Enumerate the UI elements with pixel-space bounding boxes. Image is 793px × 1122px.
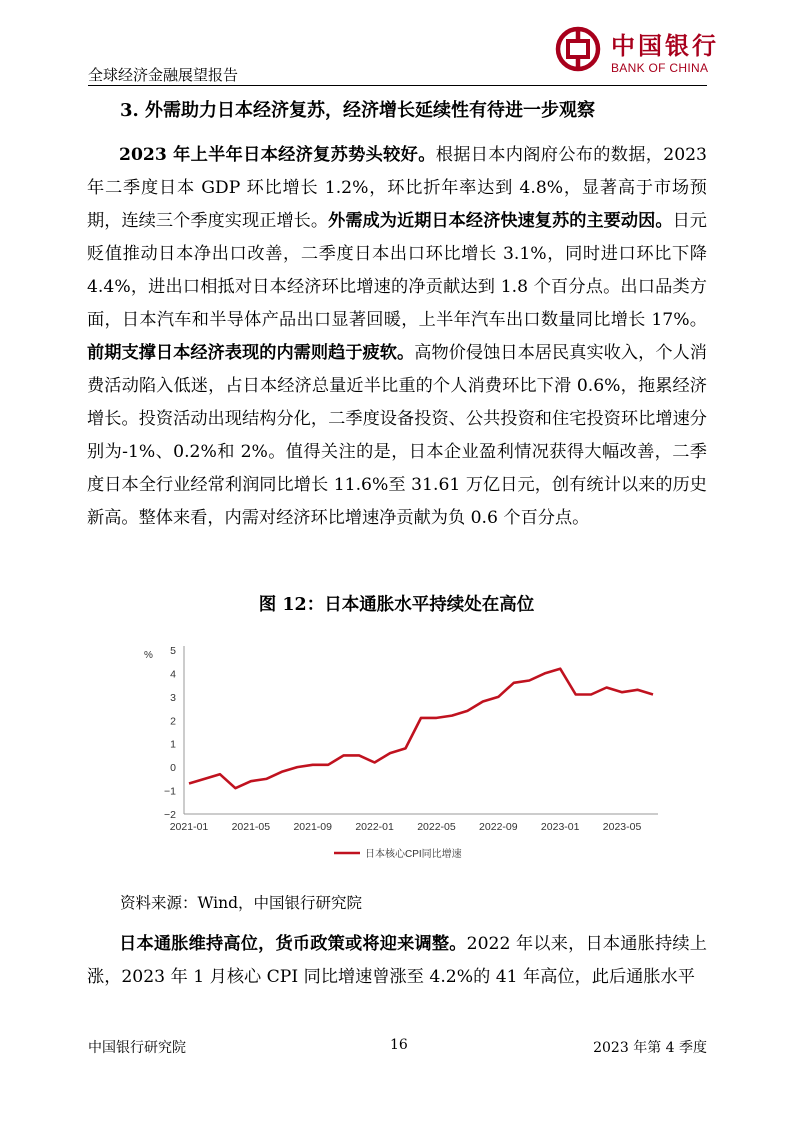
para3-bold-1: 日本通胀维持高位，货币政策或将迎来调整。	[119, 934, 467, 954]
header-divider	[88, 85, 707, 86]
y-tick-label: 5	[170, 645, 176, 657]
y-axis-unit-label: %	[144, 650, 153, 661]
para1-text-3: 高物价侵蚀日本居民真实收入，个人消费活动陷入低迷，占日本经济总量近半比重的个人消费环比下滑 0.6%，拖累经济增长。投资活动出现结构分化，二季度设备投资、公共投资和住宅投资环比增速分别为-1%、0.2%和 2%。值得关注的是，日本企业盈利情况获得大幅改善，二季度日本全行业经常利润同比增长 11.6%至 31.61 万亿日元，创有统计以来的历史新高。整体来看，内需对经济环比增速净贡献为负 0.6 个百分点。	[87, 343, 707, 528]
bank-of-china-emblem-icon	[555, 26, 601, 72]
para1-bold-2: 外需成为近期日本经济快速复苏的主要动因。	[328, 211, 673, 231]
para1-text-2: 日元贬值推动日本净出口改善，二季度日本出口环比增长 3.1%，同时进口环比下降 4.4%，进出口相抵对日本经济环比增速的净贡献达到 1.8 个百分点。出口品类方面，日本汽车和半导体产品出口显著回暖，上半年汽车出口数量同比增长 17%。	[87, 211, 707, 330]
logo-chinese-name: 中国银行	[611, 31, 719, 60]
footer-institute: 中国银行研究院	[88, 1040, 186, 1056]
para1-bold-3: 前期支撑日本经济表现的内需则趋于疲软。	[87, 343, 415, 363]
x-tick-label: 2022-09	[479, 821, 518, 833]
para1-bold-1: 2023 年上半年日本经济复苏势头较好。	[119, 145, 436, 165]
footer-quarter: 2023 年第 4 季度	[593, 1040, 707, 1056]
para1-text-1: 根据日本内阁府公布的数据，2023 年二季度日本 GDP 环比增长 1.2%，环比折年率达到 4.8%，显著高于市场预期，连续三个季度实现正增长。	[87, 145, 707, 231]
y-tick-label: 1	[170, 738, 176, 751]
cpi-line-chart	[138, 638, 668, 868]
x-tick-label: 2021-01	[169, 821, 209, 833]
y-tick-label: 0	[170, 762, 176, 775]
x-tick-label: 2023-01	[540, 821, 580, 833]
section-heading: 3. 外需助力日本经济复苏，经济增长延续性有待进一步观察	[120, 100, 596, 121]
legend-label: 日本核心CPI同比增速	[365, 849, 462, 860]
x-tick-label: 2022-05	[417, 821, 456, 833]
y-tick-label: 4	[170, 668, 176, 681]
y-tick-label: −2	[164, 809, 176, 821]
x-tick-label: 2021-09	[293, 821, 333, 833]
series-line-core-cpi	[189, 669, 653, 789]
x-tick-label: 2021-05	[231, 821, 271, 833]
y-tick-label: −1	[164, 785, 176, 798]
bank-logo	[555, 22, 719, 82]
para3-text-1: 2022 年以来，日本通胀持续上涨，2023 年 1 月核心 CPI 同比增速曾涨至 4.2%的 41 年高位，此后通胀水平	[87, 934, 707, 987]
page-number: 16	[390, 1037, 408, 1053]
figure-title: 图 12：日本通胀水平持续处在高位	[258, 595, 535, 615]
y-tick-label: 2	[170, 715, 176, 728]
x-tick-label: 2022-01	[355, 821, 394, 833]
y-tick-label: 3	[170, 691, 176, 704]
report-title: 全球经济金融展望报告	[88, 66, 239, 84]
logo-english-name: BANK OF CHINA	[611, 61, 709, 75]
x-tick-label: 2023-05	[602, 821, 642, 833]
figure-source: 资料来源：Wind，中国银行研究院	[120, 894, 363, 912]
paragraph-japan-economy	[87, 139, 707, 535]
paragraph-japan-inflation	[87, 928, 707, 994]
